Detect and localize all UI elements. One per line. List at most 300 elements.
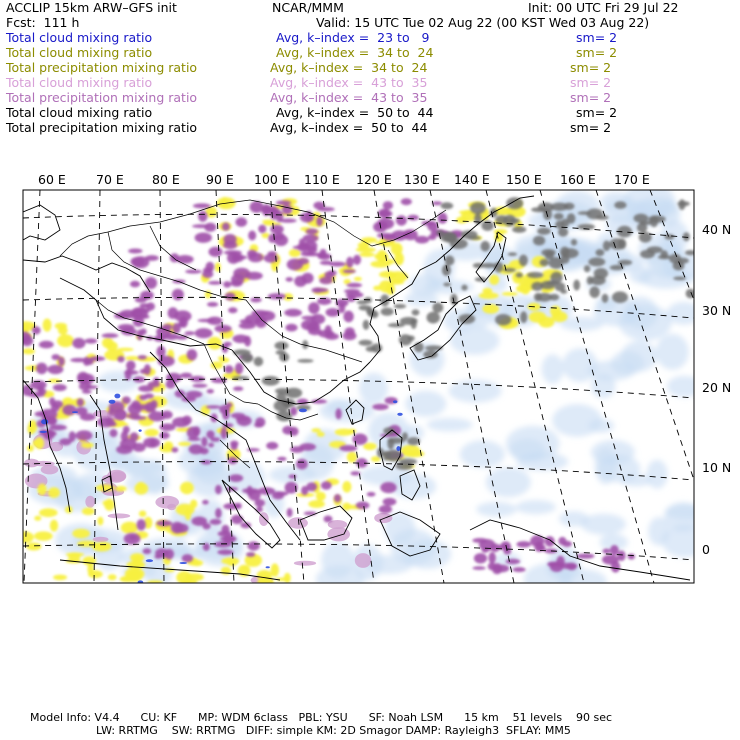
cloud-blob [545, 251, 554, 260]
lat-label: 10 N [702, 460, 732, 475]
cloud-blob [445, 256, 455, 266]
cloud-blob [80, 413, 96, 420]
cloud-blob [35, 437, 44, 449]
cloud-blob [32, 326, 41, 334]
cloud-blob [156, 520, 172, 526]
cloud-blob [628, 554, 635, 560]
cloud-blob [218, 531, 232, 537]
cloud-blob [147, 580, 163, 584]
cloud-blob [126, 361, 136, 371]
cloud-blob [182, 554, 193, 562]
cloud-blob [427, 418, 473, 431]
cloud-blob [276, 201, 291, 206]
cloud-blob [548, 562, 556, 567]
cloud-blob [297, 243, 310, 252]
cloud-blob [393, 400, 397, 403]
forecast-hour: Fcst: 111 h [6, 15, 80, 30]
cloud-blob [440, 232, 457, 242]
cloud-blob [383, 452, 391, 456]
cloud-blob [201, 437, 207, 447]
cloud-blob [502, 292, 518, 296]
cloud-blob [571, 239, 577, 246]
cloud-blob [441, 202, 454, 209]
cloud-blob [48, 487, 60, 498]
cloud-blob [321, 481, 332, 489]
cloud-blob [516, 273, 523, 278]
cloud-blob [306, 229, 318, 235]
cloud-blob [146, 302, 155, 310]
cloud-blob [72, 411, 78, 413]
cloud-blob [286, 277, 294, 282]
cloud-blob [685, 250, 696, 255]
cloud-blob [506, 197, 523, 209]
cloud-blob [549, 294, 559, 301]
model-title: ACCLIP 15km ARW–GFS init [6, 0, 177, 15]
cloud-blob [482, 304, 499, 314]
cloud-blob [172, 289, 184, 301]
cloud-blob [276, 411, 292, 422]
cloud-blob [531, 207, 546, 212]
cloud-blob [138, 385, 153, 392]
cloud-blob [347, 283, 363, 288]
cloud-blob [180, 482, 194, 494]
cloud-blob [359, 373, 388, 405]
cloud-blob [195, 455, 227, 484]
cloud-blob [85, 338, 98, 343]
cloud-blob [229, 474, 243, 482]
cloud-blob [563, 348, 598, 382]
cloud-blob [202, 500, 209, 505]
legend-avg: Avg, k–index = 50 to 44 [276, 105, 434, 120]
cloud-blob [214, 541, 232, 547]
cloud-blob [176, 335, 188, 340]
cloud-blob [558, 228, 568, 237]
cloud-blob [489, 552, 496, 564]
cloud-blob [266, 442, 278, 450]
cloud-blob [397, 413, 402, 416]
cloud-blob [516, 452, 568, 471]
cloud-blob [47, 365, 63, 374]
cloud-blob [342, 481, 351, 493]
cloud-blob [408, 215, 419, 221]
cloud-blob [77, 398, 84, 406]
cloud-blob [516, 500, 556, 514]
cloud-blob [135, 404, 150, 410]
legend-sm: sm= 2 [576, 105, 618, 120]
cloud-blob [481, 241, 490, 252]
cloud-blob [359, 252, 374, 257]
cloud-blob [542, 354, 564, 384]
cloud-blob [241, 353, 253, 362]
cloud-blob [347, 452, 357, 463]
cloud-blob [540, 259, 549, 266]
init-time: Init: 00 UTC Fri 29 Jul 22 [528, 0, 679, 15]
cloud-blob [137, 519, 146, 530]
cloud-blob [470, 202, 486, 214]
cloud-blob [103, 500, 112, 506]
cloud-blob [662, 524, 708, 557]
cloud-blob [139, 395, 147, 401]
legend-sm: sm= 2 [570, 90, 612, 105]
lon-label: 130 E [404, 172, 440, 187]
cloud-blob [460, 440, 505, 468]
cloud-blob [207, 302, 218, 307]
cloud-blob [355, 553, 371, 568]
cloud-blob [294, 561, 316, 566]
cloud-blob [297, 359, 313, 363]
cloud-blob [533, 236, 545, 246]
cloud-blob [433, 303, 444, 313]
cloud-blob [102, 333, 119, 338]
cloud-blob [204, 223, 216, 232]
cloud-blob [111, 471, 126, 481]
cloud-blob [225, 365, 234, 373]
cloud-blob [82, 508, 95, 516]
cloud-blob [72, 338, 85, 349]
cloud-blob [589, 286, 599, 298]
cloud-blob [473, 566, 486, 570]
cloud-blob [85, 496, 95, 508]
cloud-blob [274, 232, 285, 240]
cloud-blob [679, 199, 686, 210]
cloud-blob [114, 394, 120, 399]
cloud-blob [108, 513, 131, 518]
cloud-blob [106, 341, 118, 351]
cloud-blob [62, 405, 76, 416]
cloud-blob [179, 562, 187, 564]
cloud-blob [43, 319, 52, 332]
lon-label: 170 E [614, 172, 650, 187]
legend-avg: Avg, k–index = 43 to 35 [270, 90, 428, 105]
cloud-blob [187, 427, 200, 439]
cloud-blob [591, 440, 635, 464]
cloud-blob [443, 283, 451, 287]
legend-sm: sm= 2 [576, 30, 618, 45]
cloud-blob [343, 270, 356, 274]
cloud-blob [156, 346, 165, 357]
cloud-blob [242, 566, 249, 570]
cloud-blob [340, 445, 358, 451]
cloud-blob [222, 223, 230, 231]
cloud-blob [618, 260, 632, 266]
cloud-blob [346, 257, 353, 268]
cloud-blob [396, 446, 400, 451]
cloud-blob [356, 247, 376, 252]
cloud-blob [577, 554, 595, 559]
cloud-blob [664, 234, 674, 240]
cloud-blob [159, 432, 169, 439]
cloud-blob [236, 217, 248, 227]
cloud-blob [403, 230, 411, 237]
cloud-blob [512, 226, 526, 233]
cloud-blob [545, 536, 555, 547]
cloud-blob [158, 356, 175, 367]
cloud-blob [228, 457, 238, 465]
cloud-blob [231, 413, 245, 419]
cloud-blob [139, 429, 142, 431]
cloud-blob [372, 404, 388, 410]
cloud-blob [303, 234, 319, 242]
cloud-blob [215, 485, 222, 495]
legend-sm: sm= 2 [570, 60, 612, 75]
cloud-blob [428, 234, 436, 240]
cloud-blob [609, 238, 625, 250]
cloud-blob [187, 349, 198, 360]
cloud-blob [16, 332, 31, 344]
cloud-blob [405, 292, 439, 307]
cloud-blob [589, 419, 615, 433]
cloud-blob [521, 282, 531, 294]
cloud-blob [316, 216, 322, 226]
cloud-blob [367, 492, 376, 497]
cloud-blob [320, 261, 333, 265]
cloud-blob [172, 323, 180, 334]
cloud-blob [347, 295, 356, 302]
cloud-blob [172, 447, 179, 452]
cloud-blob [520, 311, 527, 323]
lon-label: 60 E [38, 172, 66, 187]
cloud-blob [210, 437, 220, 442]
cloud-blob [108, 574, 117, 580]
cloud-blob [302, 273, 314, 284]
cloud-blob [266, 566, 270, 568]
cloud-blob [656, 334, 689, 370]
cloud-blob [540, 281, 555, 289]
cloud-blob [82, 390, 92, 394]
cloud-blob [506, 559, 521, 564]
cloud-blob [77, 372, 89, 384]
cloud-blob [185, 331, 195, 335]
cloud-blob [131, 257, 145, 266]
cloud-blob [379, 271, 397, 278]
cloud-blob [188, 437, 201, 441]
cloud-blob [479, 292, 499, 299]
cloud-blob [146, 559, 153, 562]
cloud-blob [180, 580, 197, 585]
cloud-blob [225, 293, 236, 301]
lon-label: 160 E [560, 172, 596, 187]
cloud-blob [203, 523, 211, 529]
cloud-blob [550, 272, 562, 284]
cloud-blob [128, 249, 142, 254]
cloud-blob [590, 276, 605, 285]
cloud-blob [373, 286, 382, 291]
cloud-blob [215, 325, 232, 333]
cloud-blob [356, 502, 370, 510]
cloud-blob [559, 511, 589, 526]
cloud-blob [192, 384, 207, 388]
cloud-blob [661, 250, 668, 258]
cloud-blob [647, 246, 663, 253]
cloud-blob [508, 252, 517, 256]
cloud-blob [201, 460, 212, 465]
cloud-blob [52, 354, 61, 360]
cloud-blob [138, 355, 147, 359]
cloud-blob [363, 443, 377, 450]
cloud-blob [578, 211, 591, 215]
cloud-blob [381, 308, 394, 316]
cloud-blob [334, 494, 341, 502]
cloud-blob [51, 404, 60, 412]
cloud-blob [359, 305, 372, 310]
cloud-blob [603, 549, 611, 554]
cloud-blob [81, 443, 94, 449]
cloud-blob [350, 471, 360, 475]
cloud-blob [223, 241, 237, 249]
cloud-blob [634, 214, 649, 223]
cloud-blob [363, 320, 370, 330]
lon-label: 150 E [506, 172, 542, 187]
cloud-blob [210, 519, 222, 525]
cloud-blob [83, 357, 90, 366]
cloud-blob [503, 268, 516, 272]
cloud-blob [215, 508, 222, 518]
cloud-blob [558, 537, 566, 545]
cloud-blob [97, 517, 103, 526]
cloud-blob [110, 429, 118, 437]
cloud-blob [387, 438, 394, 450]
legend-field-name: Total cloud mixing ratio [6, 105, 153, 120]
cloud-blob [304, 512, 317, 516]
cloud-blob [474, 553, 487, 563]
cloud-blob [129, 535, 137, 540]
cloud-blob [612, 291, 628, 303]
model-info-line1: Model Info: V4.4 CU: KF MP: WDM 6class PBL: YSU SF: Noah LSM 15 km 51 levels 90 sec [30, 711, 613, 724]
cloud-blob [26, 543, 41, 551]
cloud-blob [195, 233, 212, 243]
cloud-blob [144, 364, 151, 375]
cloud-blob [125, 369, 132, 381]
cloud-blob [361, 237, 377, 243]
cloud-blob [221, 427, 228, 439]
cloud-blob [383, 201, 393, 209]
cloud-blob [407, 437, 420, 445]
cloud-blob [299, 409, 307, 413]
cloud-blob [326, 308, 340, 317]
cloud-blob [202, 270, 213, 278]
cloud-blob [258, 225, 266, 233]
lon-label: 70 E [96, 172, 124, 187]
cloud-blob [567, 563, 577, 571]
cloud-blob [296, 459, 308, 470]
cloud-blob [380, 482, 396, 493]
cloud-blob [140, 328, 147, 335]
cloud-blob [27, 392, 44, 397]
cloud-blob [621, 341, 657, 372]
cloud-blob [93, 537, 109, 542]
cloud-blob [353, 255, 361, 265]
cloud-blob [596, 249, 605, 256]
cloud-blob [314, 288, 328, 292]
cloud-blob [567, 213, 576, 223]
cloud-blob [509, 218, 520, 223]
cloud-blob [400, 317, 418, 325]
cloud-blob [224, 250, 242, 255]
cloud-blob [233, 386, 243, 391]
cloud-blob [190, 500, 197, 509]
cloud-blob [371, 343, 382, 352]
cloud-blob [209, 247, 223, 257]
cloud-blob [318, 253, 332, 260]
cloud-blob [537, 228, 550, 235]
cloud-blob [492, 563, 502, 574]
cloud-blob [262, 233, 270, 239]
cloud-blob [145, 429, 159, 437]
cloud-blob [308, 500, 325, 508]
cloud-blob [140, 291, 154, 300]
cloud-blob [405, 391, 446, 417]
cloud-blob [564, 203, 575, 210]
lon-label: 120 E [356, 172, 392, 187]
cloud-blob [324, 516, 333, 523]
cloud-blob [39, 341, 54, 349]
cloud-blob [306, 482, 317, 491]
lat-label: 30 N [702, 303, 732, 318]
legend-sm: sm= 2 [576, 45, 618, 60]
cloud-blob [383, 457, 392, 461]
cloud-blob [665, 504, 709, 519]
cloud-blob [159, 445, 174, 453]
cloud-blob [467, 236, 481, 240]
cloud-blob [650, 216, 658, 228]
cloud-blob [219, 358, 229, 363]
legend-sm: sm= 2 [570, 120, 612, 135]
cloud-blob [122, 396, 131, 404]
cloud-blob [87, 563, 93, 576]
cloud-blob [667, 302, 701, 325]
cloud-blob [221, 557, 239, 564]
cloud-blob [207, 317, 223, 325]
cloud-blob [476, 502, 517, 517]
lon-label: 110 E [304, 172, 340, 187]
cloud-blob [49, 425, 67, 431]
cloud-blob [262, 376, 280, 386]
cloud-blob [611, 561, 620, 573]
cloud-blob [529, 312, 546, 323]
cloud-blob [176, 255, 194, 264]
cloud-blob [423, 351, 438, 359]
legend-avg: Avg, k–index = 43 to 35 [270, 75, 428, 90]
cloud-blob [596, 215, 609, 220]
cloud-blob [517, 541, 532, 547]
cloud-blob [325, 333, 339, 340]
cloud-blob [233, 335, 249, 344]
cloud-blob [667, 376, 702, 398]
cloud-blob [59, 438, 71, 445]
cloud-blob [150, 400, 157, 409]
cloud-blob [554, 213, 564, 220]
cloud-blob [219, 405, 230, 414]
cloud-blob [223, 281, 231, 288]
cloud-blob [268, 251, 277, 256]
cloud-blob [412, 309, 420, 315]
legend-field-name: Total precipitation mixing ratio [6, 90, 198, 105]
cloud-blob [268, 293, 286, 299]
cloud-blob [357, 300, 368, 304]
cloud-blob [36, 363, 47, 375]
cloud-blob [284, 309, 302, 317]
cloud-blob [150, 439, 156, 448]
cloud-blob [41, 419, 48, 424]
cloud-blob [28, 420, 37, 433]
cloud-blob [172, 417, 190, 427]
lon-label: 90 E [206, 172, 234, 187]
valid-time: Valid: 15 UTC Tue 02 Aug 22 (00 KST Wed 03 Aug 22) [316, 15, 650, 30]
cloud-blob [217, 549, 233, 555]
cloud-blob [390, 474, 436, 499]
cloud-blob [602, 294, 609, 303]
lat-label: 40 N [702, 222, 732, 237]
